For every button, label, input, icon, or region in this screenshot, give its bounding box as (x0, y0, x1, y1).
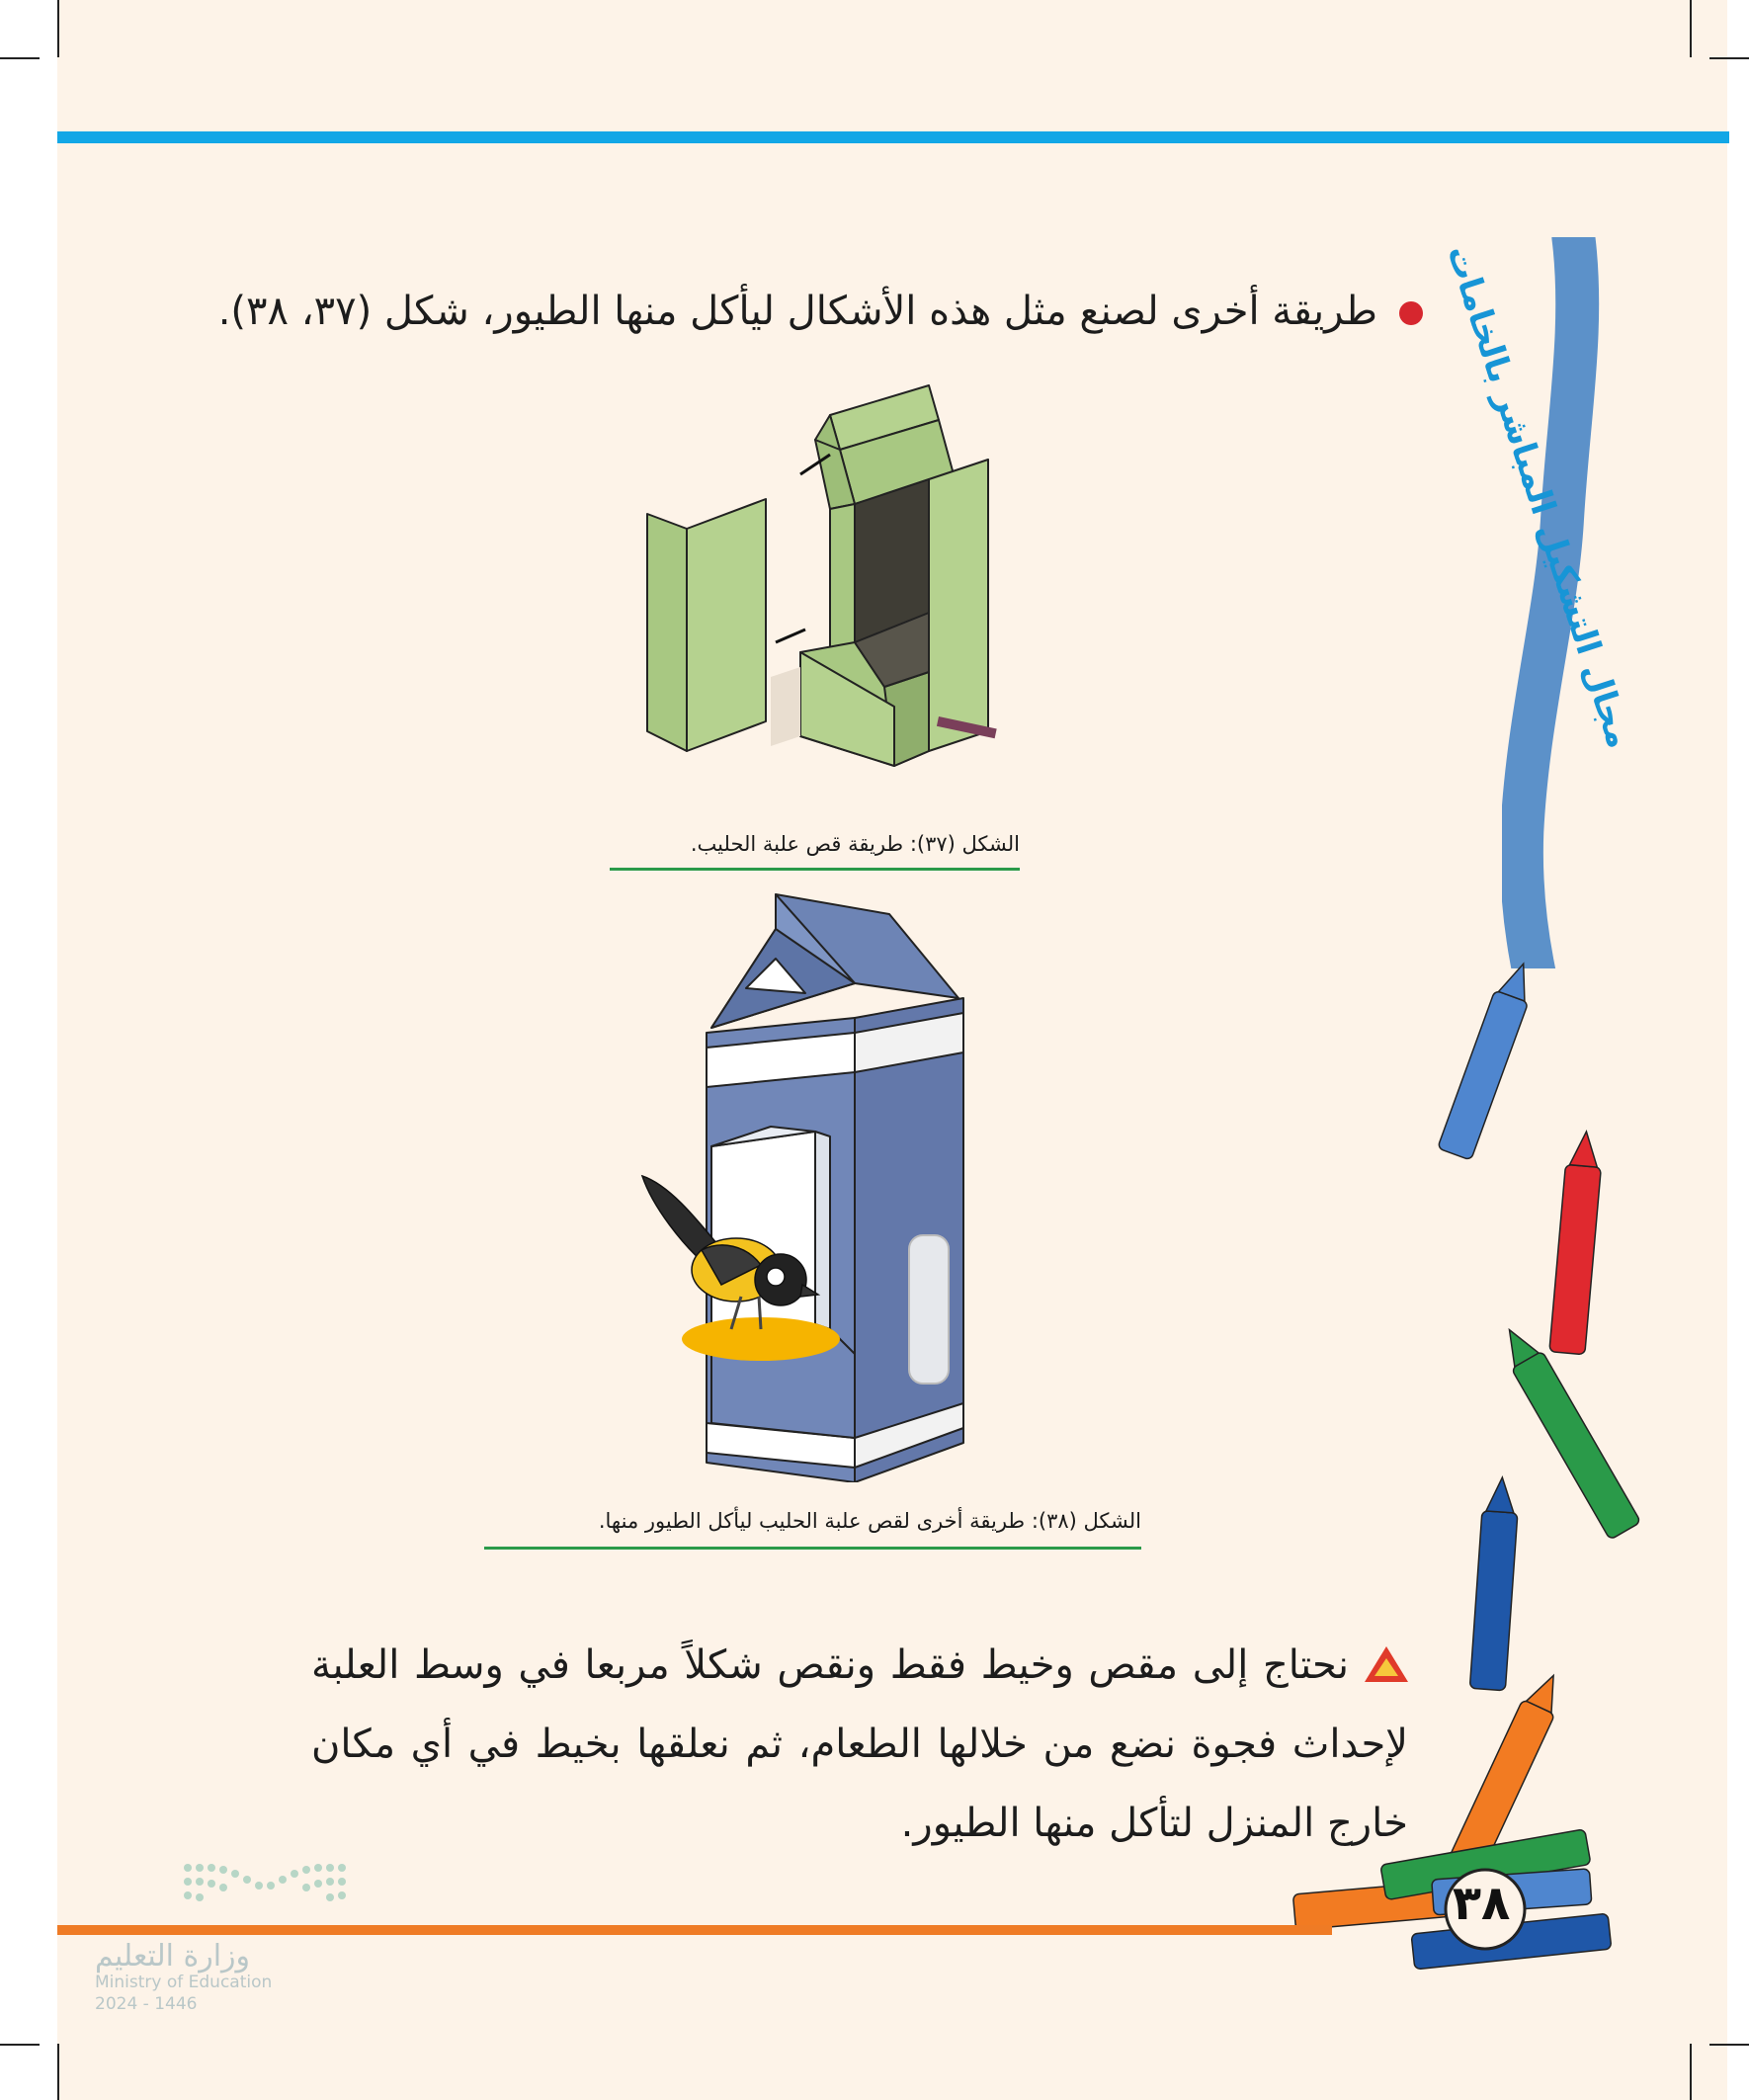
bullet-dot (1399, 301, 1423, 325)
bottom-accent-bar (57, 1925, 1332, 1935)
figure-37-caption: الشكل (٣٧): طريقة قص علبة الحليب. (690, 832, 1020, 856)
intro-bullet (217, 289, 1423, 334)
trim-mark (57, 0, 59, 57)
ministry-name-english: Ministry of Education (95, 1973, 273, 1992)
top-accent-bar (57, 131, 1729, 143)
trim-mark (57, 2044, 59, 2100)
trim-mark (0, 2044, 40, 2046)
trim-mark (1690, 2044, 1692, 2100)
figure-38-caption: الشكل (٣٨): طريقة أخرى لقص علبة الحليب ليأكل الطيور منها. (598, 1509, 1141, 1533)
ministry-year: 2024 - 1446 (95, 1994, 198, 2014)
figure-37-underline (610, 868, 1020, 871)
figure-38-illustration (632, 889, 988, 1482)
crayons-decoration (1235, 959, 1650, 2026)
figure-37-illustration (632, 380, 1008, 796)
trim-mark (0, 57, 40, 59)
instruction-text: نحتاج إلى مقص وخيط فقط ونقص شكلاً مربعا في وسط العلبة لإحداث فجوة نضع من خلالها الطعام، ثم نعلقها بخيط في أي مكان خارج المنزل لتأكل منها الطيور. (311, 1642, 1408, 1846)
figure-38-underline (484, 1547, 1141, 1550)
trim-mark (1690, 0, 1692, 57)
trim-mark (1709, 2044, 1749, 2046)
page-number: ٣٨ (1452, 1876, 1511, 1931)
sidebar-section-title: مجال التشكيل المباشر بالخامات (1439, 240, 1639, 753)
trim-mark (1709, 57, 1749, 59)
ministry-name-arabic: وزارة التعليم (95, 1939, 251, 1974)
ministry-logo-icon (178, 1858, 356, 1917)
intro-text: طريقة أخرى لصنع مثل هذه الأشكال ليأكل منها الطيور، شكل (٣٧، ٣٨). (217, 289, 1377, 334)
